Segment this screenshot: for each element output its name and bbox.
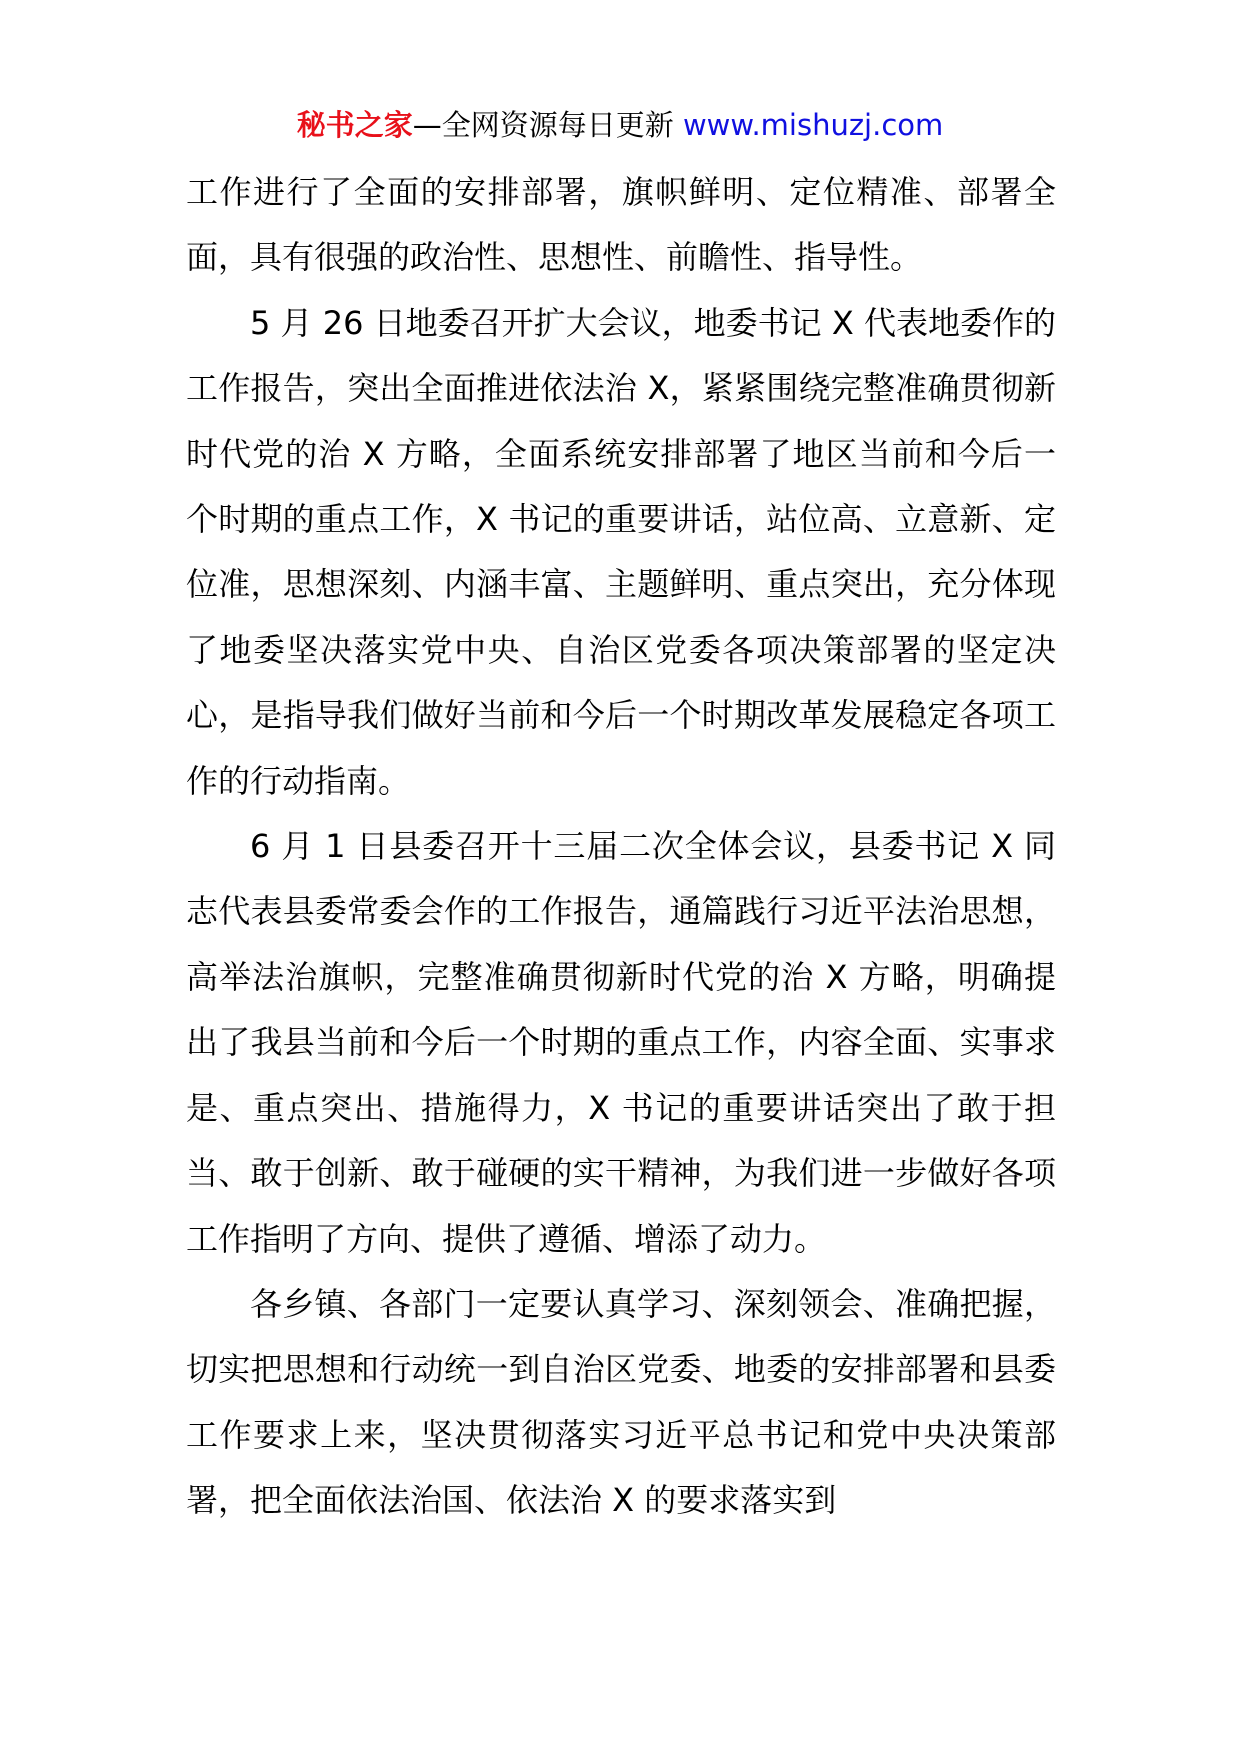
header-tagline: —全网资源每日更新 bbox=[412, 108, 674, 142]
site-url-link[interactable]: www.mishuzj.com bbox=[682, 108, 944, 142]
page-header bbox=[0, 103, 1240, 147]
paragraph: 6 月 1 日县委召开十三届二次全体会议，县委书记 X 同志代表县委常委会作的工作报告，通篇践行习近平法治思想，高举法治旗帜，完整准确贯彻新时代党的治 X 方略，明确提出了我县当前和今后一个时期的重点工作，内容全面、实事求是、重点突出、措施得力，X 书记的重要讲话突出了敢于担当、敢于创新、敢于碰硬的实干精神，为我们进一步做好各项工作指明了方向、提供了遵循、增添了动力。 bbox=[186, 827, 1056, 1258]
paragraph-continuation: 工作进行了全面的安排部署，旗帜鲜明、定位精准、部署全面，具有很强的政治性、思想性、前瞻性、指导性。 bbox=[186, 173, 1056, 277]
document-body bbox=[186, 160, 1056, 1534]
brand-name: 秘书之家 bbox=[296, 108, 413, 142]
paragraph: 5 月 26 日地委召开扩大会议，地委书记 X 代表地委作的工作报告，突出全面推进依法治 X，紧紧围绕完整准确贯彻新时代党的治 X 方略，全面系统安排部署了地区当前和今后一个时期的重点工作，X 书记的重要讲话，站位高、立意新、定位准，思想深刻、内涵丰富、主题鲜明、重点突出，充分体现了地委坚决落实党中央、自治区党委各项决策部署的坚定决心，是指导我们做好当前和今后一个时期改革发展稳定各项工作的行动指南。 bbox=[186, 303, 1056, 800]
paragraph: 各乡镇、各部门一定要认真学习、深刻领会、准确把握，切实把思想和行动统一到自治区党委、地委的安排部署和县委工作要求上来，坚决贯彻落实习近平总书记和党中央决策部署，把全面依法治国、依法治 X 的要求落实到 bbox=[186, 1284, 1056, 1520]
